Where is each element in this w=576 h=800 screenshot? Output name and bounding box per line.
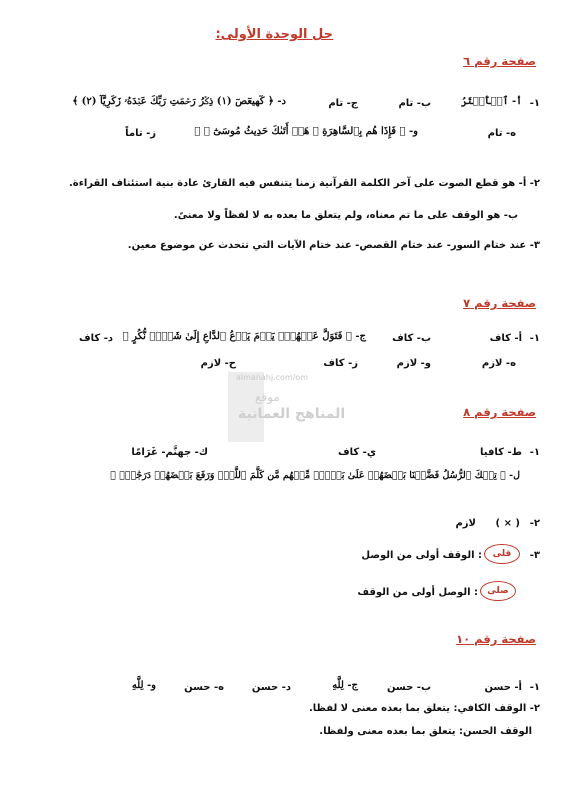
p6-q1-a: أ- ٱلۡأَبۡتَرُ (461, 96, 522, 107)
p10-q1-c: ج- لِلَّهِ (332, 680, 358, 691)
p6-q1-w: و- ﴿ فَإِذَا هُم بِٱلسَّاهِرَةِ ⑭ هَلۡ أَتَىٰكَ حَدِيثُ مُوسَىٰٓ ⑮ ﴾ (194, 126, 418, 137)
p8-q1-k: ك- جهنَّم- غَرَامًا (131, 447, 208, 458)
p7-q1-h: ح- لازم (200, 358, 236, 369)
p6-q1-z: ز- تاماً (125, 128, 156, 139)
page-title: حل الوحدة الأولى: (215, 27, 333, 42)
watermark-name: المناهج العمانية (238, 406, 346, 422)
section-heading-p8: صفحة رقم ٨ (463, 405, 536, 419)
watermark-url: almanahj.com/om (236, 373, 309, 382)
p8-q2-answer: لازم (455, 518, 476, 529)
p10-q1-number: ١- (529, 682, 540, 693)
p8-q2-number: ٢- (529, 518, 540, 529)
p10-q2-a: ٢- الوقف الكافي: يتعلق بما بعده معنى لا لفظا. (308, 703, 540, 714)
section-heading-p10: صفحة رقم ١٠ (456, 632, 536, 646)
p10-q1-w: و- لِلَّهِ (131, 680, 156, 691)
p10-q1-b: ب- حسن (386, 682, 431, 693)
p8-q1-number: ١- (529, 447, 540, 458)
p10-q1-e: ه- حسن (184, 682, 224, 693)
p10-q1-a: أ- حسن (484, 682, 522, 693)
p7-q1-a: أ- كاف (489, 333, 522, 344)
p7-q1-d: د- كاف (79, 333, 113, 344)
p8-q3-number: ٣- (529, 550, 540, 561)
p8-q1-l: ل- ﴿ تِلۡكَ ٱلرُّسُلُ فَضَّلۡنَا بَعۡضَهُمۡ عَلَىٰ بَعۡضٖۘ مِّنۡهُم مَّن كَلَّمَ ٱللَّهُۖ وَرَفَعَ بَعۡضَهُمۡ دَرَجَٰتٖۚ ﴾ (110, 470, 520, 481)
p10-q1-d: د- حسن (251, 682, 291, 693)
section-heading-p7: صفحة رقم ٧ (463, 296, 536, 310)
p7-q1-c: ج- ﴿ فَتَوَلَّ عَنۡهُمۡۘ يَوۡمَ يَدۡعُ ٱلدَّاعِ إِلَىٰ شَيۡءٖ نُّكُرٍ ﴾ (122, 331, 366, 342)
p7-q1-e: ه- لازم (481, 358, 516, 369)
p7-q1-number: ١- (529, 333, 540, 344)
p6-q1-number: ١- (529, 98, 540, 109)
p6-q1-b: ب- تام (398, 98, 431, 109)
waqf-qily-stamp: قلى (484, 544, 520, 564)
watermark-site: موقع (255, 390, 280, 404)
p6-q3: ٣- عند ختام السور- عند ختام القصص- عند ختام الآيات التي تتحدث عن موضوع معين. (127, 240, 540, 251)
p8-q3-line2: : الوصل أولى من الوقف (357, 587, 478, 598)
p7-q1-w: و- لازم (396, 358, 431, 369)
p6-q2-b: ب- هو الوقف على ما تم معناه، ولم يتعلق ما بعده به لا لفظاً ولا معنىً. (173, 210, 518, 221)
section-heading-p6: صفحة رقم ٦ (463, 54, 536, 68)
p6-q2-a: ٢- أ- هو قطع الصوت على آخر الكلمة القرآنية زمنا يتنفس فيه القارئ عادة بنية استئناف القراءة. (69, 178, 540, 189)
wasl-sily-stamp: صلى (480, 581, 516, 601)
p8-q1-y: ي- كاف (338, 447, 376, 458)
p6-q1-e: ه- تام (487, 128, 516, 139)
p10-q2-b: الوقف الحسن: يتعلق بما بعده معنى ولفظا. (319, 726, 532, 737)
p8-q1-t: ط- كافيا (480, 447, 522, 458)
p7-q1-b: ب- كاف (392, 333, 431, 344)
p8-q2-mark: ( × ) (495, 518, 520, 529)
p7-q1-z: ز- كاف (323, 358, 358, 369)
p8-q3-line1: : الوقف أولى من الوصل (361, 550, 482, 561)
p6-q1-c: ج- تام (328, 98, 358, 109)
p6-q1-d: د- ﴿ كٓهيعٓصٓ (١) ذِكۡرُ رَحۡمَتِ رَبِّكَ عَبۡدَهُۥ زَكَرِيَّآ (٢) ﴾ (72, 96, 286, 107)
